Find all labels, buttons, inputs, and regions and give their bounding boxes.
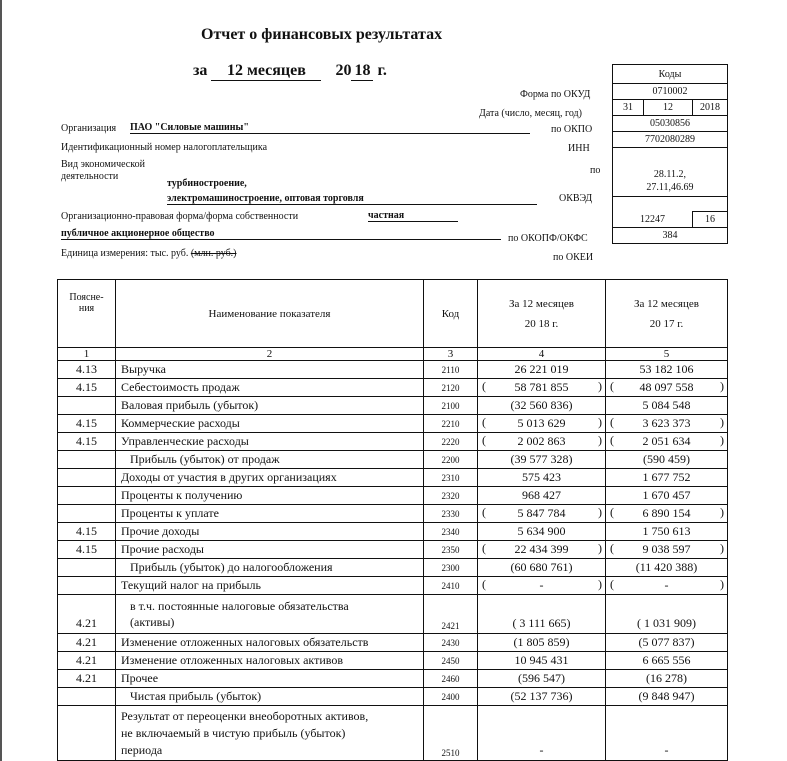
row-current-value: - [478, 706, 606, 761]
row-note: 4.21 [58, 652, 116, 670]
row-name [116, 706, 424, 761]
row-note: 4.21 [58, 595, 116, 634]
table-row [58, 523, 728, 541]
row-previous-value: 1 670 457 [606, 487, 728, 505]
date-month: 12 [644, 100, 693, 116]
row-current-value: 968 427 [478, 487, 606, 505]
row-code: 2421 [424, 595, 478, 634]
table-row [58, 433, 728, 451]
row-previous-value: ( 1 031 909) [606, 595, 728, 634]
row-code: 2220 [424, 433, 478, 451]
okei-value: 384 [613, 228, 728, 244]
okved-line-2: 27.11,46.69 [646, 182, 694, 193]
row-code: 2350 [424, 541, 478, 559]
row-current-value: (596 547) [478, 670, 606, 688]
row-current-value: ( 5 847 784 ) [478, 505, 606, 523]
okfs-value: 16 [693, 212, 728, 228]
date-year: 2018 [693, 100, 728, 116]
row-current-value: ( 3 111 665) [478, 595, 606, 634]
inn-description: Идентификационный номер налогоплательщика [61, 142, 268, 153]
row-note [58, 577, 116, 595]
row-name: Чистая прибыль (убыток) [116, 688, 424, 706]
row-note [58, 469, 116, 487]
table-row [58, 577, 728, 595]
ownership-value [368, 210, 458, 222]
header-previous-period [606, 280, 728, 348]
okud-value: 0710002 [613, 84, 728, 100]
header-note: Поясне-ния [58, 280, 116, 348]
activity-value-2-text: электромашиностроение, оптовая торговля [167, 193, 364, 204]
row-code: 2210 [424, 415, 478, 433]
table-row [58, 688, 728, 706]
period-prefix: за [193, 62, 208, 79]
row-previous-text: 48 097 558 [639, 380, 694, 394]
page-left-edge [0, 0, 2, 761]
activity-label-2: деятельности [61, 171, 119, 182]
row-previous-value: (9 848 947) [606, 688, 728, 706]
col-number-2: 2 [116, 348, 424, 361]
row-current-value: 5 634 900 [478, 523, 606, 541]
row-note [58, 559, 116, 577]
okved-label: ОКВЭД [559, 193, 593, 204]
table-row [58, 415, 728, 433]
codes-header: Коды [613, 65, 728, 84]
period-g: г. [377, 62, 387, 79]
row-code: 2320 [424, 487, 478, 505]
table-row [58, 397, 728, 415]
po-label: по [590, 165, 601, 176]
okopf-value: 12247 [613, 212, 693, 228]
row-current-value: 26 221 019 [478, 361, 606, 379]
codes-table [612, 64, 728, 244]
row-current-value: ( 58 781 855 ) [478, 379, 606, 397]
row-name: Проценты к получению [116, 487, 424, 505]
col-number-5: 5 [606, 348, 728, 361]
date-day: 31 [613, 100, 644, 116]
header-previous-line-1: За 12 месяцев [634, 297, 699, 310]
header-name: Наименование показателя [116, 280, 424, 348]
table-row [58, 361, 728, 379]
header-current-line-1: За 12 месяцев [509, 297, 574, 310]
row-name: Прочее [116, 670, 424, 688]
row-name-line-1: Результат от переоценки внеоборотных активов, [121, 708, 369, 723]
activity-value-2 [167, 193, 537, 205]
row-current-value: ( 2 002 863 ) [478, 433, 606, 451]
row-note: 4.15 [58, 379, 116, 397]
row-note: 4.21 [58, 670, 116, 688]
org-name [130, 122, 530, 134]
row-name: Доходы от участия в других организациях [116, 469, 424, 487]
okei-label: по ОКЕИ [553, 252, 594, 263]
financial-results-table [57, 279, 728, 761]
table-row [58, 469, 728, 487]
row-note: 4.15 [58, 433, 116, 451]
row-code: 2330 [424, 505, 478, 523]
row-current-text: - [539, 578, 544, 592]
row-name-line-3: периода [121, 742, 163, 757]
table-row [58, 559, 728, 577]
row-current-value: (1 805 859) [478, 634, 606, 652]
row-note [58, 505, 116, 523]
table-row [58, 652, 728, 670]
row-previous-value: (16 278) [606, 670, 728, 688]
ownership-text: частная [368, 210, 405, 221]
row-note [58, 706, 116, 761]
row-previous-text: 3 623 373 [642, 416, 691, 430]
row-current-text: 58 781 855 [514, 380, 569, 394]
table-row [58, 634, 728, 652]
row-code: 2100 [424, 397, 478, 415]
row-name: Прибыль (убыток) до налогообложения [116, 559, 424, 577]
row-code: 2410 [424, 577, 478, 595]
row-previous-value: (11 420 388) [606, 559, 728, 577]
inn-label: ИНН [568, 143, 590, 154]
report-period [193, 62, 387, 81]
table-header-row [58, 280, 728, 348]
org-label: Организация [61, 123, 117, 134]
row-previous-value: 5 084 548 [606, 397, 728, 415]
table-row [58, 487, 728, 505]
org-name-text: ПАО "Силовые машины" [130, 122, 249, 133]
row-current-value: ( - ) [478, 577, 606, 595]
row-code: 2510 [424, 706, 478, 761]
column-numbers-row [58, 348, 728, 361]
row-code: 2110 [424, 361, 478, 379]
row-previous-value: ( 9 038 597 ) [606, 541, 728, 559]
row-name: Прочие расходы [116, 541, 424, 559]
legal-form-text: публичное акционерное общество [61, 228, 215, 239]
period-year-prefix: 20 [335, 62, 352, 79]
col-number-4: 4 [478, 348, 606, 361]
row-code: 2300 [424, 559, 478, 577]
row-note: 4.15 [58, 541, 116, 559]
row-note: 4.15 [58, 523, 116, 541]
row-note: 4.21 [58, 634, 116, 652]
table-row [58, 505, 728, 523]
row-name: Прибыль (убыток) от продаж [116, 451, 424, 469]
row-current-value: ( 22 434 399 ) [478, 541, 606, 559]
row-note: 4.13 [58, 361, 116, 379]
row-current-text: 2 002 863 [517, 434, 566, 448]
row-previous-value: - [606, 706, 728, 761]
table-row [58, 451, 728, 469]
row-name: Себестоимость продаж [116, 379, 424, 397]
row-current-value: (39 577 328) [478, 451, 606, 469]
row-name: Текущий налог на прибыль [116, 577, 424, 595]
period-months: 12 месяцев [211, 62, 321, 81]
row-previous-text: 2 051 634 [642, 434, 691, 448]
row-code: 2430 [424, 634, 478, 652]
row-name: Управленческие расходы [116, 433, 424, 451]
row-name: Валовая прибыль (убыток) [116, 397, 424, 415]
unit-label-text: Единица измерения: тыс. руб. [61, 248, 189, 259]
row-note: 4.15 [58, 415, 116, 433]
row-current-text: 22 434 399 [514, 542, 569, 556]
inn-value: 7702080289 [613, 132, 728, 148]
row-name: Изменение отложенных налоговых обязательств [116, 634, 424, 652]
row-previous-text: - [664, 578, 669, 592]
row-previous-value: ( - ) [606, 577, 728, 595]
row-previous-value: 6 665 556 [606, 652, 728, 670]
header-code: Код [424, 280, 478, 348]
okved-value [613, 148, 728, 197]
row-previous-value: ( 2 051 634 ) [606, 433, 728, 451]
activity-label-1: Вид экономической [61, 159, 145, 170]
row-current-value: (60 680 761) [478, 559, 606, 577]
table-row [58, 706, 728, 761]
okopf-label: по ОКОПФ/ОКФС [508, 233, 588, 244]
legal-form-label: Организационно-правовая форма/форма собственности [61, 211, 299, 222]
row-note [58, 397, 116, 415]
row-name: Выручка [116, 361, 424, 379]
row-code: 2340 [424, 523, 478, 541]
okopf-spacer [613, 197, 728, 212]
row-code: 2450 [424, 652, 478, 670]
unit-label [61, 248, 237, 259]
row-previous-text: 9 038 597 [642, 542, 691, 556]
row-current-value: 575 423 [478, 469, 606, 487]
row-name: Коммерческие расходы [116, 415, 424, 433]
header-current-period [478, 280, 606, 348]
okved-line-1: 28.11.2, [653, 169, 687, 180]
date-label: Дата (число, месяц, год) [479, 108, 582, 119]
row-previous-value: (5 077 837) [606, 634, 728, 652]
row-note [58, 688, 116, 706]
legal-form-value [61, 228, 501, 240]
row-previous-value: (590 459) [606, 451, 728, 469]
row-code: 2400 [424, 688, 478, 706]
row-previous-value: 1 677 752 [606, 469, 728, 487]
okpo-label: по ОКПО [551, 124, 593, 135]
row-code: 2200 [424, 451, 478, 469]
row-previous-value: 1 750 613 [606, 523, 728, 541]
row-previous-value: ( 3 623 373 ) [606, 415, 728, 433]
col-number-3: 3 [424, 348, 478, 361]
table-row [58, 379, 728, 397]
okpo-value: 05030856 [613, 116, 728, 132]
row-name-line-2: не включаемый в чистую прибыль (убыток) [121, 725, 346, 740]
row-note [58, 487, 116, 505]
table-row [58, 541, 728, 559]
period-year-suffix: 18 [351, 62, 373, 81]
row-name: Проценты к уплате [116, 505, 424, 523]
row-code: 2310 [424, 469, 478, 487]
okud-label: Форма по ОКУД [520, 89, 591, 100]
row-current-value: ( 5 013 629 ) [478, 415, 606, 433]
header-previous-line-2: 20 17 г. [649, 317, 684, 330]
row-current-value: (32 560 836) [478, 397, 606, 415]
row-name: Изменение отложенных налоговых активов [116, 652, 424, 670]
row-previous-text: 6 890 154 [642, 506, 691, 520]
activity-value-1: турбиностроение, [167, 178, 247, 189]
row-name-line-1: в т.ч. постоянные налоговые обязательства [130, 599, 349, 613]
row-note [58, 451, 116, 469]
table-row [58, 595, 728, 634]
row-current-text: 5 013 629 [517, 416, 566, 430]
report-title: Отчет о финансовых результатах [201, 26, 443, 43]
row-name [116, 595, 424, 634]
row-name: Прочие доходы [116, 523, 424, 541]
table-row [58, 670, 728, 688]
unit-strike: (млн. руб.) [190, 248, 237, 259]
row-current-text: 5 847 784 [517, 506, 566, 520]
header-current-line-2: 20 18 г. [524, 317, 559, 330]
row-name-line-2: (активы) [130, 615, 175, 629]
row-previous-value: ( 6 890 154 ) [606, 505, 728, 523]
row-previous-value: ( 48 097 558 ) [606, 379, 728, 397]
row-code: 2460 [424, 670, 478, 688]
row-code: 2120 [424, 379, 478, 397]
col-number-1: 1 [58, 348, 116, 361]
row-previous-value: 53 182 106 [606, 361, 728, 379]
row-current-value: 10 945 431 [478, 652, 606, 670]
row-current-value: (52 137 736) [478, 688, 606, 706]
